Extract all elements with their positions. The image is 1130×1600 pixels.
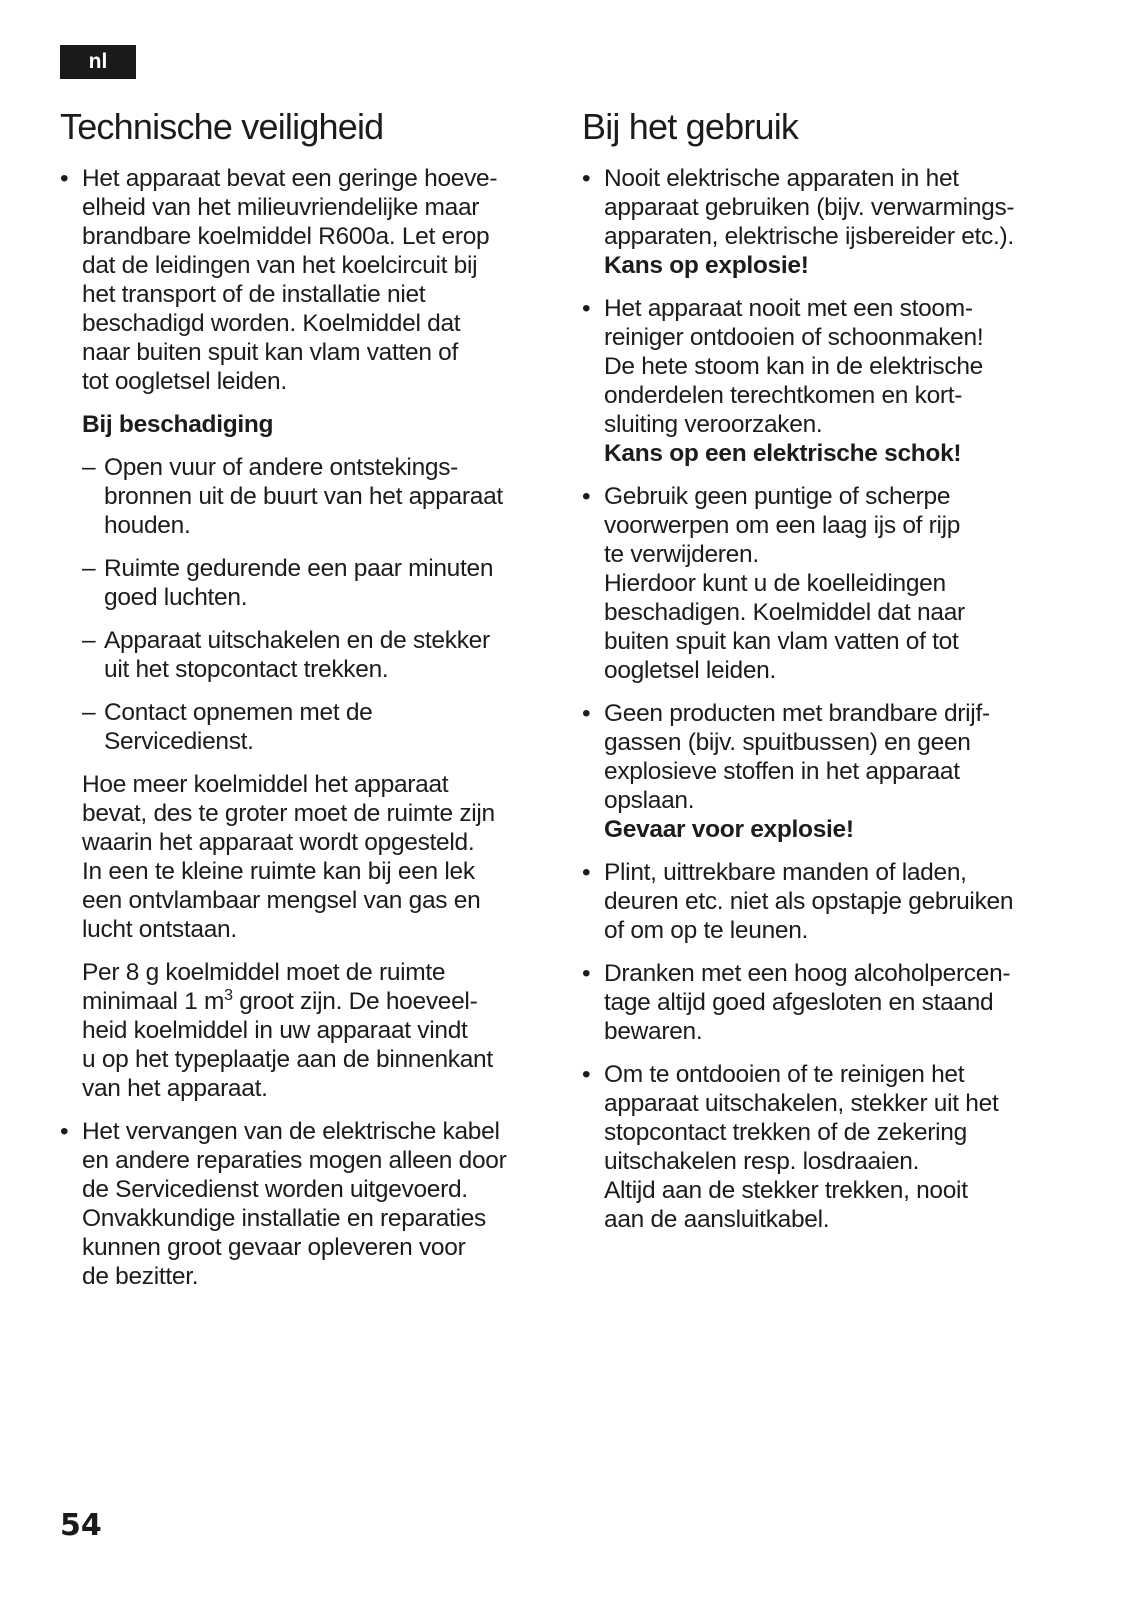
paragraph-room-size <box>82 770 555 944</box>
damage-dash-list <box>82 453 555 756</box>
section-title-during-use: Bij het gebruik <box>582 106 799 147</box>
text-line: bronnen uit de buurt van het apparaat <box>104 483 503 510</box>
text-line: Onvakkundige installatie en reparaties <box>82 1205 486 1232</box>
left-column <box>60 106 555 1305</box>
text-line: bevat, des te groter moet de ruimte zijn <box>82 800 495 827</box>
section-title-technical-safety: Technische veiligheid <box>60 106 384 147</box>
text-line: Hierdoor kunt u de koelleidingen <box>604 570 946 597</box>
text-line: de bezitter. <box>82 1263 199 1290</box>
bullet-item-refrigerant <box>60 164 555 396</box>
text-line: • Plint, uittrekbare manden of laden, <box>604 859 967 886</box>
text-line: naar buiten spuit kan vlam vatten of <box>82 339 458 366</box>
text-line: tot oogletsel leiden. <box>82 368 287 395</box>
text-line: Per 8 g koelmiddel moet de ruimte <box>82 959 446 986</box>
text-line: apparaat gebruiken (bijv. verwarmings- <box>604 194 1015 221</box>
paragraph-refrigerant-amount <box>82 958 555 1103</box>
text-line: heid koelmiddel in uw apparaat vindt <box>82 1017 468 1044</box>
text-line: brandbare koelmiddel R600a. Let erop <box>82 223 490 250</box>
bullet-item-repairs <box>60 1117 555 1291</box>
text-line: gassen (bijv. spuitbussen) en geen <box>604 729 971 756</box>
bullet-item <box>582 858 1077 945</box>
text-line: te verwijderen. <box>604 541 759 568</box>
text-line: • Het apparaat bevat een geringe hoeve- <box>82 165 498 192</box>
warning-text: Gevaar voor explosie! <box>604 816 854 843</box>
text-line: opslaan. <box>604 787 695 814</box>
text-line: of om op te leunen. <box>604 917 809 944</box>
text-line: – Apparaat uitschakelen en de stekker <box>104 627 490 654</box>
text-line: buiten spuit kan vlam vatten of tot <box>604 628 959 655</box>
text-line: elheid van het milieuvriendelijke maar <box>82 194 480 221</box>
page-number: 54 <box>60 1508 102 1543</box>
text-line: aan de aansluitkabel. <box>604 1206 830 1233</box>
left-bullet-list <box>60 164 555 396</box>
text-line: Altijd aan de stekker trekken, nooit <box>604 1177 968 1204</box>
superscript: 3 <box>224 987 233 1004</box>
text-line: In een te kleine ruimte kan bij een lek <box>82 858 475 885</box>
text-line: de Servicedienst worden uitgevoerd. <box>82 1176 468 1203</box>
language-tab: nl <box>60 45 136 79</box>
text-line: oogletsel leiden. <box>604 657 776 684</box>
text-line: • Het vervangen van de elektrische kabel <box>82 1118 500 1145</box>
text-line: deuren etc. niet als opstapje gebruiken <box>604 888 1014 915</box>
text-line: bewaren. <box>604 1018 703 1045</box>
text-line: onderdelen terechtkomen en kort- <box>604 382 963 409</box>
text-line: – Open vuur of andere ontstekings- <box>104 454 459 481</box>
warning-text: Kans op explosie! <box>604 252 809 279</box>
text-line: uitschakelen resp. losdraaien. <box>604 1148 920 1175</box>
text-fragment: minimaal 1 m <box>82 988 225 1015</box>
left-bullet-list-2 <box>60 1117 555 1291</box>
text-line: sluiting veroorzaken. <box>604 411 823 438</box>
text-line: beschadigen. Koelmiddel dat naar <box>604 599 965 626</box>
bullet-item <box>582 164 1077 280</box>
bullet-item <box>582 959 1077 1046</box>
bullet-item <box>582 294 1077 468</box>
text-line: voorwerpen om een laag ijs of rijp <box>604 512 961 539</box>
text-line: De hete stoom kan in de elektrische <box>604 353 983 380</box>
text-line: lucht ontstaan. <box>82 916 237 943</box>
bullet-item <box>582 482 1077 685</box>
text-line: – Contact opnemen met de <box>104 699 373 726</box>
text-line: stopcontact trekken of de zekering <box>604 1119 967 1146</box>
bullet-item <box>582 699 1077 844</box>
text-line: uit het stopcontact trekken. <box>104 656 389 683</box>
text-fragment: groot zijn. De hoeveel- <box>232 988 478 1015</box>
text-line: goed luchten. <box>104 584 248 611</box>
text-line: apparaat uitschakelen, stekker uit het <box>604 1090 999 1117</box>
text-line: Servicedienst. <box>104 728 254 755</box>
text-line: • Nooit elektrische apparaten in het <box>604 165 959 192</box>
text-line: van het apparaat. <box>82 1075 268 1102</box>
text-line: kunnen groot gevaar opleveren voor <box>82 1234 466 1261</box>
text-line: dat de leidingen van het koelcircuit bij <box>82 252 478 279</box>
text-line: • Om te ontdooien of te reinigen het <box>604 1061 965 1088</box>
right-column <box>582 106 1077 1248</box>
right-bullet-list <box>582 164 1077 1234</box>
dash-item <box>82 698 555 756</box>
dash-item <box>82 453 555 540</box>
damage-heading: Bij beschadiging <box>82 411 274 438</box>
text-line: • Gebruik geen puntige of scherpe <box>604 483 951 510</box>
text-line: een ontvlambaar mengsel van gas en <box>82 887 481 914</box>
text-line: – Ruimte gedurende een paar minuten <box>104 555 494 582</box>
dash-item <box>82 626 555 684</box>
warning-text: Kans op een elektrische schok! <box>604 440 962 467</box>
text-line: waarin het apparaat wordt opgesteld. <box>82 829 475 856</box>
text-line: u op het typeplaatje aan de binnenkant <box>82 1046 493 1073</box>
text-line: het transport of de installatie niet <box>82 281 426 308</box>
text-line: beschadigd worden. Koelmiddel dat <box>82 310 461 337</box>
text-line: • Dranken met een hoog alcoholpercen- <box>604 960 1011 987</box>
text-line: Hoe meer koelmiddel het apparaat <box>82 771 449 798</box>
text-line: • Het apparaat nooit met een stoom- <box>604 295 973 322</box>
text-line <box>82 987 555 1016</box>
bullet-item <box>582 1060 1077 1234</box>
text-line: houden. <box>104 512 191 539</box>
text-line: • Geen producten met brandbare drijf- <box>604 700 990 727</box>
text-line: tage altijd goed afgesloten en staand <box>604 989 994 1016</box>
dash-item <box>82 554 555 612</box>
text-line: en andere reparaties mogen alleen door <box>82 1147 507 1174</box>
text-line: reiniger ontdooien of schoonmaken! <box>604 324 984 351</box>
text-line: apparaten, elektrische ijsbereider etc.). <box>604 223 1014 250</box>
text-line: explosieve stoffen in het apparaat <box>604 758 960 785</box>
